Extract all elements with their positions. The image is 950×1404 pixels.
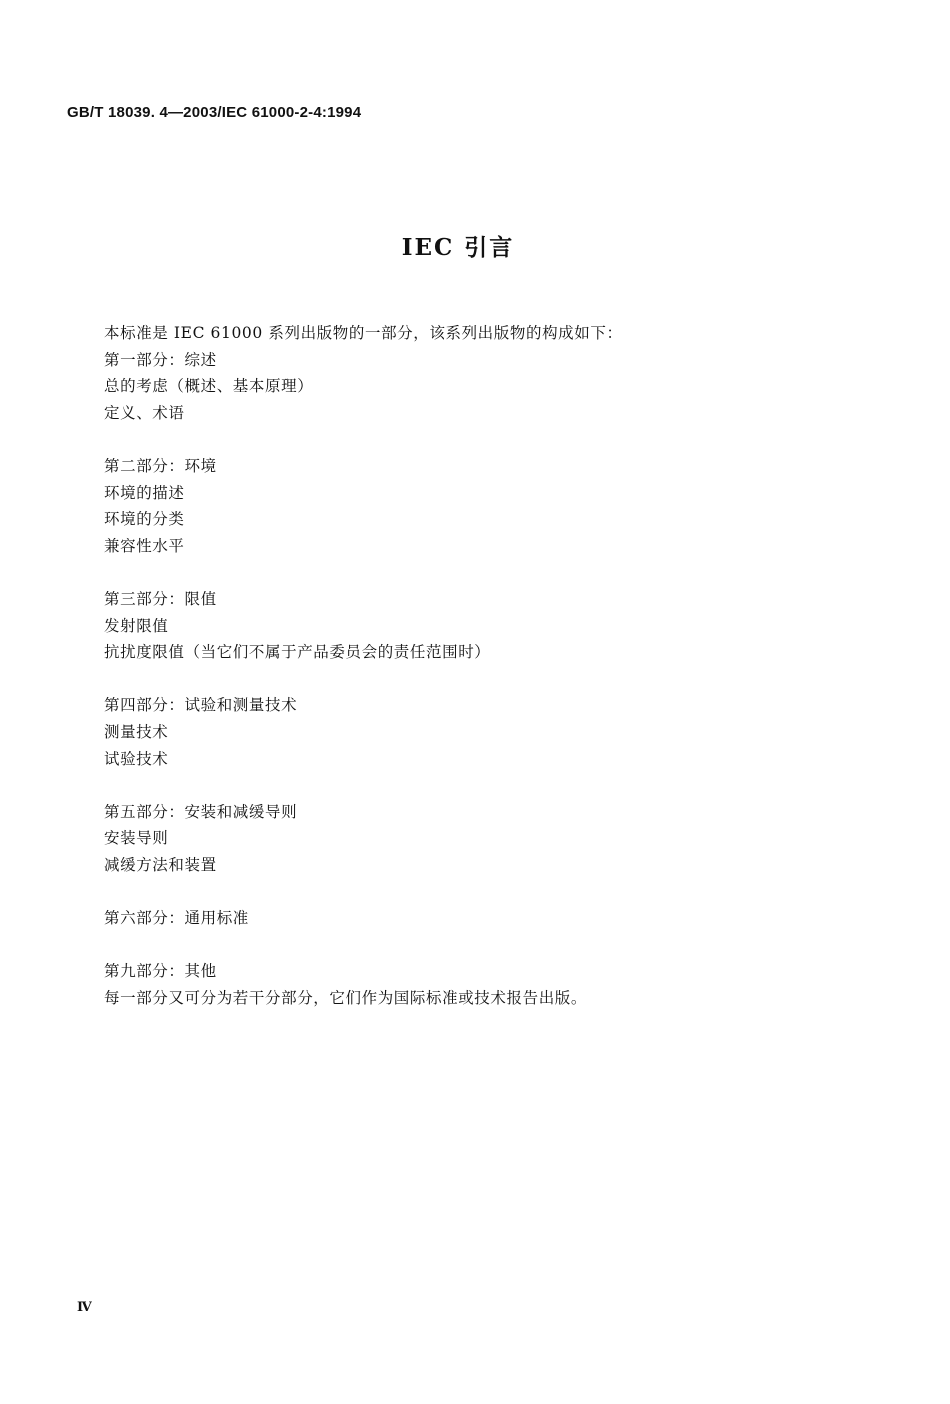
- part-1-item: 定义、术语: [104, 403, 185, 422]
- part-4-heading: 第四部分：试验和测量技术: [104, 696, 298, 715]
- part-2-item: 兼容性水平: [104, 536, 185, 555]
- section-gap: [104, 932, 904, 959]
- part-9-heading: 第九部分：其他: [104, 962, 217, 981]
- part-3-item: 抗扰度限值（当它们不属于产品委员会的责任范围时）: [104, 643, 491, 662]
- part-5-item: 安装导则: [104, 829, 169, 848]
- part-2-item: 环境的分类: [104, 510, 185, 529]
- part-1-item: 总的考虑（概述、基本原理）: [104, 377, 314, 396]
- part-5-item: 减缓方法和装置: [104, 855, 217, 874]
- section-gap: [104, 772, 904, 799]
- standard-code-header: GB/T 18039. 4—2003/IEC 61000-2-4:1994: [67, 104, 362, 121]
- section-gap: [104, 426, 904, 453]
- part-4-item: 测量技术: [104, 722, 169, 741]
- part-2-heading: 第二部分：环境: [104, 456, 217, 475]
- part-1-heading: 第一部分：综述: [104, 350, 217, 369]
- closing-paragraph: 每一部分又可分为若干分部分，它们作为国际标准或技术报告出版。: [104, 988, 588, 1007]
- part-4-item: 试验技术: [104, 749, 169, 768]
- part-3-item: 发射限值: [104, 616, 169, 635]
- section-gap: [104, 666, 904, 693]
- intro-paragraph: 本标准是 IEC 61000 系列出版物的一部分，该系列出版物的构成如下：: [104, 324, 623, 342]
- part-5-heading: 第五部分：安装和减缓导则: [104, 802, 298, 821]
- part-2-item: 环境的描述: [104, 483, 185, 502]
- section-gap: [104, 878, 904, 905]
- part-6-heading: 第六部分：通用标准: [104, 909, 249, 928]
- page-number: Ⅳ: [77, 1300, 92, 1315]
- page-title: IEC 引言: [401, 234, 515, 261]
- part-3-heading: 第三部分：限值: [104, 589, 217, 608]
- section-gap: [104, 559, 904, 586]
- document-body: [104, 320, 904, 1011]
